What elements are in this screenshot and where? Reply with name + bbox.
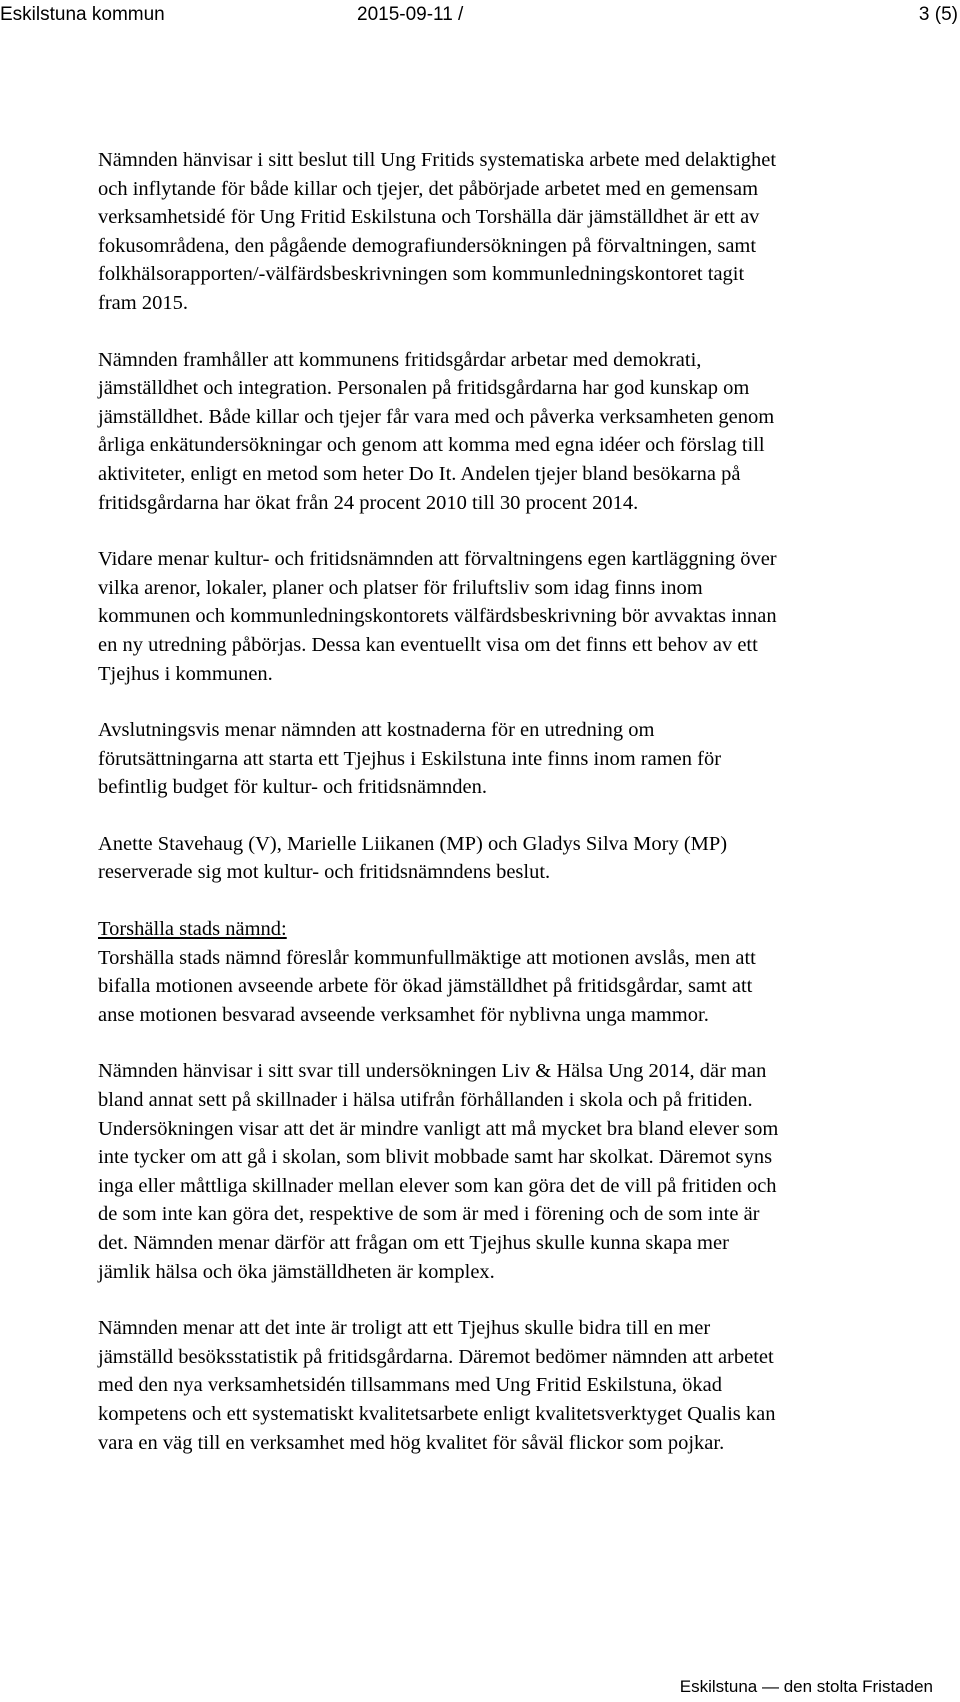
text-line: folkhälsorapporten/-välfärdsbeskrivningen som kommunledningskontoret tagit: [98, 263, 745, 286]
text-line: Anette Stavehaug (V), Marielle Liikanen (MP) och Gladys Silva Mory (MP): [98, 832, 728, 855]
text-line: Nämnden hänvisar i sitt svar till undersökningen Liv & Hälsa Ung 2014, där man: [98, 1060, 767, 1083]
document-date: 2015-09-11 /: [357, 4, 464, 25]
text-line: de som inte kan göra det, respektive de som är med i förening och de som inte är: [98, 1203, 760, 1226]
organization-name: Eskilstuna kommun: [0, 4, 165, 25]
text-line: jämställdhet. Både killar och tjejer får vara med och påverka verksamheten genom: [98, 405, 775, 428]
text-line: Torshälla stads nämnd föreslår kommunfullmäktige att motionen avslås, men att: [98, 946, 756, 969]
text-line: anse motionen besvarad avseende verksamhet för nyblivna unga mammor.: [98, 1003, 709, 1026]
text-line: Avslutningsvis menar nämnden att kostnaderna för en utredning om: [98, 719, 655, 742]
text-line: bland annat sett på skillnader i hälsa utifrån förhållanden i skola och på fritiden.: [98, 1089, 753, 1112]
text-line: Nämnden menar att det inte är troligt att ett Tjejhus skulle bidra till en mer: [98, 1317, 711, 1340]
paragraph: [98, 146, 928, 318]
text-line: inte tycker om att gå i skolan, som blivit mobbade samt har skolkat. Däremot syns: [98, 1146, 773, 1169]
text-line: en ny utredning påbörjas. Dessa kan eventuellt visa om det finns ett behov av ett: [98, 633, 758, 656]
paragraph: [98, 830, 928, 887]
text-line: jämlik hälsa och öka jämställdheten är komplex.: [98, 1260, 495, 1283]
text-line: årliga enkätundersökningar och genom att komma med egna idéer och förslag till: [98, 434, 765, 457]
text-line: verksamhetsidé för Ung Fritid Eskilstuna och Torshälla där jämställdhet är ett av: [98, 206, 760, 229]
text-line: det. Nämnden menar därför att frågan om ett Tjejhus skulle kunna skapa mer: [98, 1232, 729, 1254]
text-line: Undersökningen visar att det är mindre vanligt att må mycket bra bland elever som: [98, 1117, 779, 1140]
text-line: jämställdhet och integration. Personalen på fritidsgårdarna har god kunskap om: [98, 377, 750, 400]
page-number: 3 (5): [918, 4, 958, 25]
text-line: Nämnden framhåller att kommunens fritidsgårdar arbetar med demokrati,: [98, 348, 702, 371]
footer-slogan: Eskilstuna — den stolta Fristaden: [679, 1677, 933, 1696]
text-line: inga eller måttliga skillnader mellan elever som kan göra det de vill på fritiden och: [98, 1174, 777, 1197]
text-line: fokusområdena, den pågående demografiundersökningen på förvaltningen, samt: [98, 234, 757, 257]
text-line: Vidare menar kultur- och fritidsnämnden att förvaltningens egen kartläggning över: [98, 548, 777, 571]
paragraph: [98, 944, 928, 1030]
document-body: [98, 146, 928, 1485]
text-line: bifalla motionen avseende arbete för ökad jämställdhet på fritidsgårdar, samt att: [98, 975, 753, 998]
text-line: fritidsgårdarna har ökat från 24 procent 2010 till 30 procent 2014.: [98, 491, 639, 514]
text-line: befintlig budget för kultur- och fritidsnämnden.: [98, 776, 487, 799]
text-line: vilka arenor, lokaler, planer och platser för friluftsliv som idag finns inom: [98, 576, 703, 599]
section-heading: Torshälla stads nämnd:: [98, 918, 287, 941]
text-line: förutsättningarna att starta ett Tjejhus i Eskilstuna inte finns inom ramen för: [98, 747, 722, 770]
text-line: kommunen och kommunledningskontorets välfärdsbeskrivning bör avvaktas innan: [98, 605, 777, 628]
text-line: reserverade sig mot kultur- och fritidsnämndens beslut.: [98, 861, 551, 884]
text-line: med den nya verksamhetsidén tillsammans med Ung Fritid Eskilstuna, ökad: [98, 1374, 723, 1397]
paragraph: [98, 346, 928, 518]
paragraph: [98, 1314, 928, 1457]
text-line: fram 2015.: [98, 291, 188, 314]
text-line: och inflytande för både killar och tjejer, det påbörjade arbetet med en gemensam: [98, 177, 759, 200]
text-line: aktiviteter, enligt en metod som heter Do It. Andelen tjejer bland besökarna på: [98, 462, 741, 485]
page-header: [0, 2, 960, 32]
text-line: Nämnden hänvisar i sitt beslut till Ung Fritids systematiska arbete med delaktighet: [98, 149, 777, 171]
text-line: kompetens och ett systematiskt kvalitetsarbete enligt kvalitetsverktyget Qualis kan: [98, 1402, 776, 1425]
paragraph: [98, 1057, 928, 1286]
text-line: Tjejhus i kommunen.: [98, 662, 273, 685]
text-line: vara en väg till en verksamhet med hög kvalitet för såväl flickor som pojkar.: [98, 1431, 725, 1454]
paragraph: [98, 545, 928, 688]
paragraph: [98, 716, 928, 802]
text-line: jämställd besöksstatistik på fritidsgårdarna. Däremot bedömer nämnden att arbetet: [98, 1345, 774, 1368]
